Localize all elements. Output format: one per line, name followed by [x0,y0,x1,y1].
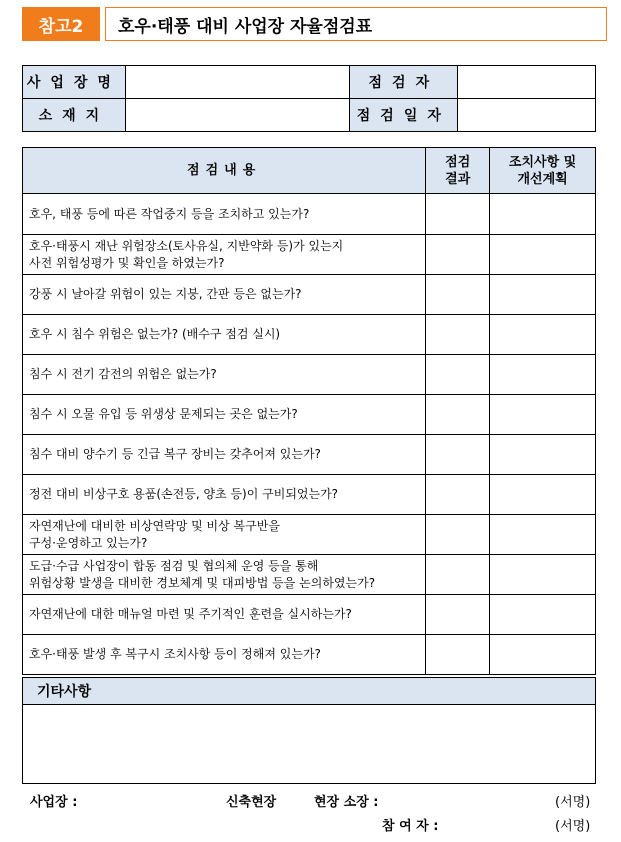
checklist-question-line1: 도급·수급 사업장이 합동 점검 및 협의체 운영 등을 통해 [29,558,319,573]
checklist-action-cell[interactable] [490,275,596,315]
checklist-result-cell[interactable] [426,475,490,515]
manager-label: 현장 소장 : [314,795,379,810]
col-header-result [426,148,490,194]
checklist-question-line1: 침수 대비 양수기 등 긴급 복구 장비는 갖추어져 있는가? [29,447,321,461]
checklist-question-line1: 호우 시 침수 위험은 없는가? (배수구 점검 실시) [29,327,281,341]
checklist-row [23,435,596,475]
checklist-question [23,435,426,475]
notes-field[interactable] [23,705,596,784]
checklist-result-cell[interactable] [426,315,490,355]
checklist-action-cell[interactable] [490,355,596,395]
checklist-row [23,194,596,235]
checklist-row [23,555,596,595]
inspection-date-field[interactable] [458,99,596,132]
checklist-action-cell[interactable] [490,555,596,595]
checklist-row [23,315,596,355]
checklist-question-line2: 구성·운영하고 있는가? [29,535,148,550]
reference-badge: 참고2 [22,7,100,41]
site-name-field[interactable] [125,66,350,99]
checklist-row [23,395,596,435]
checklist-question-line2: 사전 위험성평가 및 확인을 하였는가? [29,255,225,270]
checklist-row [23,515,596,555]
inspection-date-label: 점검일자 [350,99,458,132]
notes-table [22,677,596,784]
checklist-result-cell[interactable] [426,355,490,395]
checklist-question-line1: 강풍 시 날아갈 위험이 있는 지붕, 간판 등은 없는가? [29,287,302,301]
checklist-question [23,555,426,595]
checklist-row [23,235,596,275]
checklist-question [23,595,426,635]
checklist-action-cell[interactable] [490,515,596,555]
checklist-question [23,475,426,515]
checklist-question [23,275,426,315]
checklist-question-line1: 자연재난에 대한 매뉴얼 마련 및 주기적인 훈련을 실시하는가? [29,607,352,621]
checklist-action-cell[interactable] [490,315,596,355]
checklist-body [23,194,596,675]
location-field[interactable] [125,99,350,132]
col-header-action-line1: 조치사항 및 [508,154,577,170]
inspector-field[interactable] [458,66,596,99]
checklist-row [23,595,596,635]
checklist-action-cell[interactable] [490,194,596,235]
checklist-question-line1: 침수 시 오물 유입 등 위생상 문제되는 곳은 없는가? [29,407,298,421]
participant-sign-mark: (서명) [555,819,591,834]
checklist-table [22,147,596,675]
checklist-question [23,355,426,395]
checklist-question [23,315,426,355]
col-header-action [490,148,596,194]
notes-label: 기타사항 [23,678,596,705]
checklist-row [23,475,596,515]
header [22,7,595,41]
checklist-result-cell[interactable] [426,275,490,315]
checklist-action-cell[interactable] [490,595,596,635]
checklist-question-line2: 위험상황 발생을 대비한 경보체계 및 대피방법 등을 논의하였는가? [29,575,376,590]
checklist-question [23,235,426,275]
site-value: 신축현장 [226,795,277,810]
checklist-question [23,635,426,675]
site-label: 사업장 : [30,795,78,810]
site-name-label: 사업장명 [23,66,126,99]
checklist-question-line1: 정전 대비 비상구호 용품(손전등, 양초 등)이 구비되었는가? [29,487,339,501]
checklist-row [23,275,596,315]
participant-label: 참 여 자 : [382,819,439,834]
col-header-result-line1: 점검 [445,154,471,170]
checklist-result-cell[interactable] [426,235,490,275]
checklist-action-cell[interactable] [490,395,596,435]
checklist-action-cell[interactable] [490,635,596,675]
checklist-row [23,355,596,395]
col-header-action-line2: 개선계획 [517,171,568,187]
info-table [22,65,596,132]
checklist-result-cell[interactable] [426,515,490,555]
checklist-action-cell[interactable] [490,475,596,515]
location-label: 소재지 [23,99,126,132]
checklist-result-cell[interactable] [426,435,490,475]
checklist-action-cell[interactable] [490,235,596,275]
inspector-label: 점검자 [350,66,458,99]
checklist-question-line1: 침수 시 전기 감전의 위험은 없는가? [29,367,217,381]
checklist-result-cell[interactable] [426,635,490,675]
checklist-row [23,635,596,675]
checklist-result-cell[interactable] [426,395,490,435]
checklist-result-cell[interactable] [426,194,490,235]
col-header-content: 점검내용 [23,148,426,194]
checklist-result-cell[interactable] [426,595,490,635]
manager-sign-mark: (서명) [555,795,591,810]
checklist-question-line1: 호우, 태풍 등에 따른 작업중지 등을 조치하고 있는가? [29,206,310,221]
checklist-question [23,515,426,555]
checklist-action-cell[interactable] [490,435,596,475]
checklist-question [23,194,426,235]
checklist-question-line1: 자연재난에 대비한 비상연락망 및 비상 복구반을 [29,518,280,533]
checklist-question [23,395,426,435]
col-header-result-line2: 결과 [445,171,471,187]
checklist-question-line1: 호우·태풍시 재난 위험장소(토사유실, 지반약화 등)가 있는지 [29,238,344,253]
checklist-question-line1: 호우·태풍 발생 후 복구시 조치사항 등이 정해져 있는가? [29,647,321,661]
document-title: 호우·태풍 대비 사업장 자율점검표 [105,7,607,41]
checklist-result-cell[interactable] [426,555,490,595]
